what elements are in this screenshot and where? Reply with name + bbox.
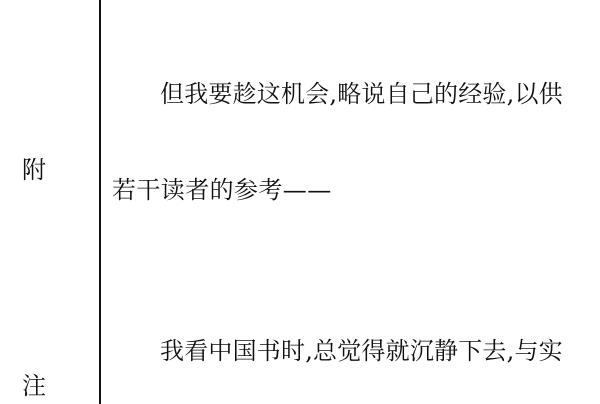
margin-label-appendix: 附 bbox=[22, 156, 46, 184]
text-line: 但我要趁这机会,略说自己的经验,以供 bbox=[160, 80, 563, 108]
document-body bbox=[112, 14, 590, 404]
text-line: 若干读者的参考—— bbox=[112, 176, 332, 204]
margin-label-note: 注 bbox=[22, 372, 46, 400]
paragraph-2 bbox=[112, 271, 590, 404]
paragraph-1 bbox=[112, 14, 590, 270]
text-line: 我看中国书时,总觉得就沉静下去,与实 bbox=[160, 337, 563, 365]
column-divider bbox=[99, 0, 101, 404]
clipped-next-line bbox=[112, 392, 582, 404]
